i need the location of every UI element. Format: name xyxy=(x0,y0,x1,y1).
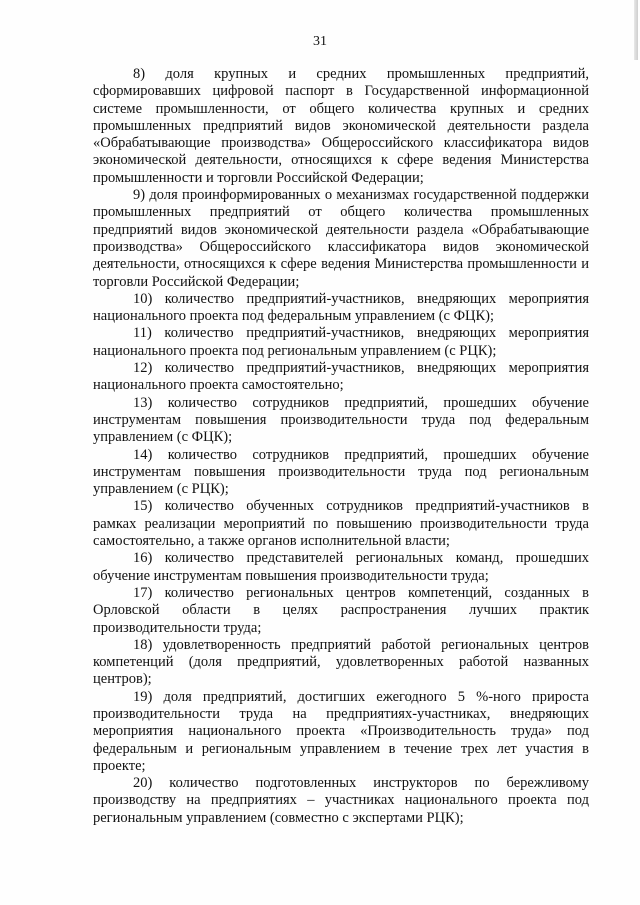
list-item-16: 16) количество представителей региональных команд, прошедших обучение инструментам повышения производительности труда; xyxy=(93,550,589,584)
list-item-17: 17) количество региональных центров компетенций, созданных в Орловской области в целях распространения лучших практик производительности труда; xyxy=(93,584,589,636)
list-item-15: 15) количество обученных сотрудников предприятий-участников в рамках реализации мероприятий по повышению производительности труда самостоятельно, а также органов исполнительной власти; xyxy=(93,498,589,550)
list-item-14: 14) количество сотрудников предприятий, прошедших обучение инструментам повышения производительности труда под региональным управлением (с РЦК); xyxy=(93,446,589,498)
scan-edge-mark xyxy=(634,0,638,60)
list-item-8: 8) доля крупных и средних промышленных предприятий, сформировавших цифровой паспорт в Государственной информационной системе промышленности, от общего количества крупных и средних промышленных предприятий видов экономической деятельности раздела «Обрабатывающие производства» Общероссийского классификатора видов экономической деятельности, относящихся к сфере ведения Министерства промышленности и торговли Российской Федерации; xyxy=(93,66,589,186)
list-item-13: 13) количество сотрудников предприятий, прошедших обучение инструментам повышения производительности труда под федеральным управлением (с ФЦК); xyxy=(93,394,589,446)
list-item-12: 12) количество предприятий-участников, внедряющих мероприятия национального проекта самостоятельно; xyxy=(93,360,589,394)
list-item-9: 9) доля проинформированных о механизмах государственной поддержки промышленных предприятий от общего количества промышленных предприятий видов экономической деятельности раздела «Обрабатывающие производства» Общероссийского классификатора видов экономической деятельности, относящихся к сфере ведения Министерства промышленности и торговли Российской Федерации; xyxy=(93,187,589,290)
list-item-11: 11) количество предприятий-участников, внедряющих мероприятия национального проекта под региональным управлением (с РЦК); xyxy=(93,325,589,359)
page-number: 31 xyxy=(313,34,327,49)
document-body xyxy=(93,66,589,827)
list-item-10: 10) количество предприятий-участников, внедряющих мероприятия национального проекта под федеральным управлением (с ФЦК); xyxy=(93,290,589,325)
list-item-19: 19) доля предприятий, достигших ежегодного 5 %-ного прироста производительности труда на предприятиях-участниках, внедряющих мероприятия национального проекта «Производительность труда» под федеральным и региональным управлением в течение трех лет участия в проекте; xyxy=(93,688,589,774)
list-item-18: 18) удовлетворенность предприятий работой региональных центров компетенций (доля предприятий, удовлетворенных работой названных центров); xyxy=(93,636,589,688)
list-item-20: 20) количество подготовленных инструкторов по бережливому производству на предприятиях – участниках национального проекта под региональным управлением (совместно с экспертами РЦК); xyxy=(93,775,589,826)
